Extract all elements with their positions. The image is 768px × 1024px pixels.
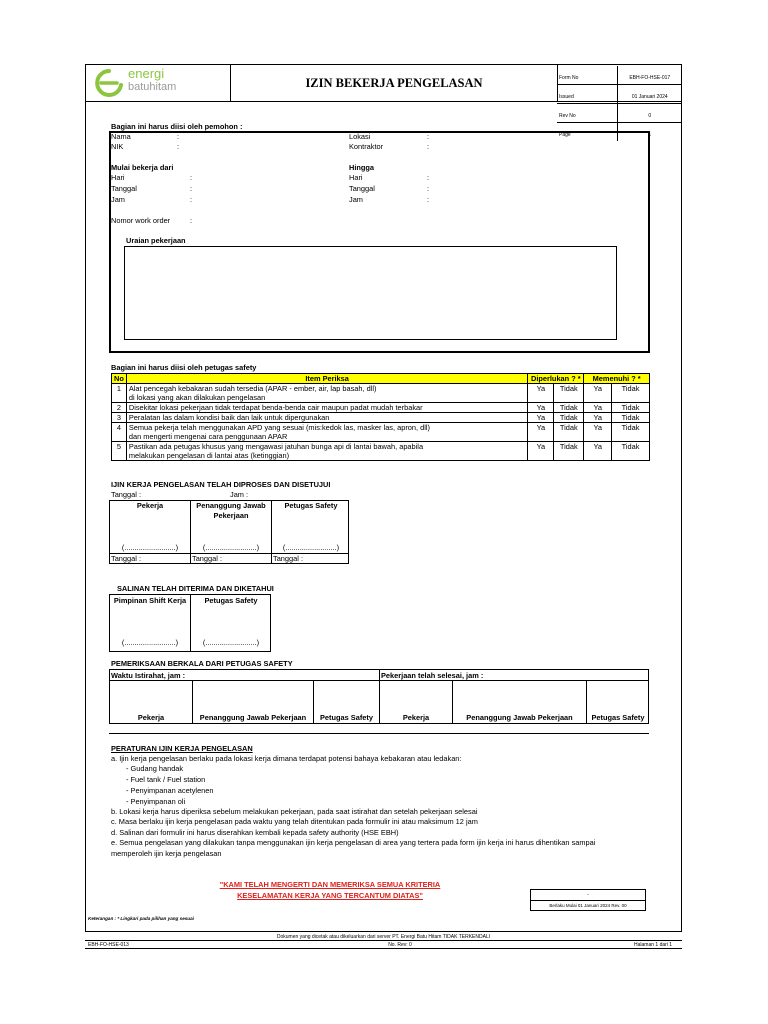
rule-c: c. Masa berlaku ijin kerja pengelasan pada waktu yang telah ditentukan pada formulir ini atau maksimum 12 jam bbox=[111, 817, 478, 826]
stamp-text: Berlaku Mulai 01 Januari 2024 Rev. 00 bbox=[549, 903, 627, 908]
periodic-col-pj-1: Penanggung Jawab Pekerjaan bbox=[199, 713, 307, 722]
label-hingga: Hingga bbox=[349, 163, 375, 172]
rule-a: a. Ijin kerja pengelasan berlaku pada lokasi kerja dimana terdapat potensi bahaya kebakaran atau ledakan: bbox=[111, 754, 462, 763]
ya-option[interactable]: Ya bbox=[536, 442, 546, 451]
table-row: 4 Semua pekerja telah menggunakan APD yang sesuai (mis:kedok las, masker las, apron, dll) Ya Tidak Ya Tidak bbox=[112, 423, 650, 433]
label-hari-end: Hari bbox=[349, 173, 363, 182]
logo-text-energi: energi bbox=[128, 66, 165, 81]
footer-note: Keterangan : * Lingkari pada pilihan yang sesuai bbox=[88, 916, 194, 921]
periodic-col-pekerja-1: Pekerja bbox=[137, 713, 165, 722]
label-nama: Nama bbox=[111, 132, 131, 141]
sign-pekerja-date: Tanggal : bbox=[111, 554, 141, 563]
tidak-option[interactable]: Tidak bbox=[559, 403, 578, 412]
label-lokasi: Lokasi bbox=[349, 132, 371, 141]
copy-heading: SALINAN TELAH DITERIMA DAN DIKETAHUI bbox=[117, 584, 274, 593]
periodic-col-pekerja-2: Pekerja bbox=[402, 713, 430, 722]
label-jam-start: Jam bbox=[111, 195, 125, 204]
tidak-option[interactable]: Tidak bbox=[559, 384, 578, 393]
tidak-option[interactable]: Tidak bbox=[621, 403, 640, 412]
footer-code: EBH-FO-HSE-013 bbox=[88, 942, 129, 948]
statement-line-2: KESELAMATAN KERJA YANG TERCANTUM DIATAS" bbox=[237, 891, 423, 900]
copy-safety-field[interactable]: (.........................) bbox=[202, 638, 260, 647]
statement-line-1: "KAMI TELAH MENGERTI DAN MEMERIKSA SEMUA KRITERIA bbox=[219, 880, 441, 889]
sign-pj-label-1: Penanggung Jawab bbox=[196, 501, 266, 510]
logo-text-batuhitam: batuhitam bbox=[128, 81, 177, 93]
ya-option[interactable]: Ya bbox=[536, 423, 546, 432]
approval-tanggal: Tanggal : bbox=[111, 490, 141, 499]
rule-b: b. Lokasi kerja harus diperiksa sebelum melakukan pekerjaan, pada saat istirahat dan setelah pekerjaan selesai bbox=[111, 807, 478, 816]
approval-heading: IJIN KERJA PENGELASAN TELAH DIPROSES DAN DISETUJUI bbox=[111, 480, 331, 489]
rules-heading: PERATURAN IJIN KERJA PENGELASAN bbox=[111, 744, 253, 753]
stamp-dash: - bbox=[587, 892, 589, 898]
periodic-heading: PEMERIKSAAN BERKALA DARI PETUGAS SAFETY bbox=[111, 659, 293, 668]
ya-option[interactable]: Ya bbox=[593, 423, 602, 432]
sign-safety-label: Petugas Safety bbox=[284, 501, 338, 510]
ya-option[interactable]: Ya bbox=[593, 403, 602, 412]
rule-a-item: - Gudang handak bbox=[126, 764, 184, 773]
tidak-option[interactable]: Tidak bbox=[621, 384, 640, 393]
label-mulai: Mulai bekerja dari bbox=[111, 163, 174, 172]
col-item: Item Periksa bbox=[126, 374, 528, 384]
table-row: 5 Pastikan ada petugas khusus yang mengawasi jatuhan bunga api di lantai bawah, apabila Ya Tidak Ya Tidak bbox=[112, 442, 650, 452]
periodic-col-pj-2: Penanggung Jawab Pekerjaan bbox=[466, 713, 573, 722]
tidak-option[interactable]: Tidak bbox=[559, 413, 578, 422]
table-row: 1 Alat pencegah kebakaran sudah tersedia (APAR - ember, air, lap basah, dll) Ya Tidak Ya Tidak bbox=[112, 384, 650, 394]
label-tanggal-start: Tanggal bbox=[111, 184, 137, 193]
copy-pimpinan-field[interactable]: (.........................) bbox=[121, 638, 179, 647]
sign-pekerja-label: Pekerja bbox=[136, 501, 164, 510]
applicant-heading: Bagian ini harus diisi oleh pemohon : bbox=[111, 122, 243, 131]
sign-pekerja-field[interactable]: (.........................) bbox=[121, 543, 179, 552]
col-memenuhi: Memenuhi ? * bbox=[584, 374, 650, 384]
ya-option[interactable]: Ya bbox=[536, 384, 546, 393]
footer-rev: No. Rev: 0 bbox=[388, 942, 412, 948]
footer-page: Halaman 1 dari 1 bbox=[634, 942, 673, 948]
safety-check-table: No Item Periksa Diperlukan ? * Memenuhi ? * 1 Alat pencegah kebakaran sudah tersedia (APAR - ember, air, lap basah, dll) Ya Tidak Ya Tidak di lokasi yang akan dilakukan pengelasan 2 Disekitar lokasi pekerjaan tidak terdapat benda-benda cair maupun padat mudah terbakar Ya Tidak Ya Tidak 3 Peralatan las dalam kondisi baik dan laik untuk dipergunakan Ya Tidak Ya Tidak 4 Semua pekerja telah menggunakan APD yang sesuai (mis:kedok las, masker las, apron, dll) Ya Tidak Ya Tidak dan mengerti mengenai cara penggunaan APAR 5 Pastikan ada petugas khusus yang mengawasi jatuhan bunga api di lantai bawah, apabila Ya Tidak Ya Tidak melakukan pengelasan di lantai atas (ketinggian) bbox=[111, 373, 650, 461]
ya-option[interactable]: Ya bbox=[536, 403, 546, 412]
label-hari-start: Hari bbox=[111, 173, 125, 182]
company-logo bbox=[92, 68, 192, 98]
sign-pj-date: Tanggal : bbox=[192, 554, 222, 563]
form-meta-table: Form No EBH-FO-HSE-017 Issued 01 Januari 2024 Rev No 0 Page 1 bbox=[557, 66, 682, 141]
tidak-option[interactable]: Tidak bbox=[621, 442, 640, 451]
periodic-col-safety-1: Petugas Safety bbox=[320, 713, 373, 722]
periodic-selesai-label: Pekerjaan telah selesai, jam : bbox=[381, 671, 484, 680]
tidak-option[interactable]: Tidak bbox=[621, 413, 640, 422]
approval-jam: Jam : bbox=[230, 490, 249, 499]
sign-safety-field[interactable]: (.........................) bbox=[282, 543, 340, 552]
periodic-istirahat-label: Waktu Istirahat, jam : bbox=[111, 671, 186, 680]
rule-a-item: - Penyimpanan acetylenen bbox=[126, 786, 214, 795]
copy-pimpinan-label: Pimpinan Shift Kerja bbox=[113, 596, 187, 605]
periodic-col-safety-2: Petugas Safety bbox=[591, 713, 645, 722]
sign-pj-label-2: Pekerjaan bbox=[213, 511, 249, 520]
rule-e-cont: memperoleh ijin kerja pengelasan bbox=[111, 849, 222, 858]
rule-a-item: - Penyimpanan oli bbox=[126, 797, 186, 806]
rule-e: e. Semua pengelasan yang dilakukan tanpa menggunakan ijin kerja pengelasan di area yang tertera pada form ijin kerja ini harus dihentikan sampai bbox=[111, 838, 596, 847]
tidak-option[interactable]: Tidak bbox=[621, 423, 640, 432]
label-tanggal-end: Tanggal bbox=[349, 184, 375, 193]
page-title: IZIN BEKERJA PENGELASAN bbox=[305, 76, 483, 90]
label-uraian: Uraian pekerjaan bbox=[126, 236, 186, 245]
label-nomor-wo: Nomor work order bbox=[111, 216, 171, 225]
rule-d: d. Salinan dari formulir ini harus diserahkan kembali kepada safety authority (HSE EBH) bbox=[111, 828, 399, 837]
table-row: 2 Disekitar lokasi pekerjaan tidak terdapat benda-benda cair maupun padat mudah terbakar Ya Tidak Ya Tidak bbox=[112, 403, 650, 413]
ya-option[interactable]: Ya bbox=[536, 413, 546, 422]
uraian-textarea[interactable] bbox=[124, 246, 617, 340]
ya-option[interactable]: Ya bbox=[593, 442, 602, 451]
col-diperlukan: Diperlukan ? * bbox=[528, 374, 584, 384]
footer-document-note: Dokumen yang dicetak atau dikeluarkan dari server PT. Energi Batu Hitam TIDAK TERKENDALI bbox=[276, 934, 491, 940]
tidak-option[interactable]: Tidak bbox=[559, 442, 578, 451]
label-kontraktor: Kontraktor bbox=[349, 142, 384, 151]
label-nik: NIK bbox=[111, 142, 124, 151]
table-row: 3 Peralatan las dalam kondisi baik dan laik untuk dipergunakan Ya Tidak Ya Tidak bbox=[112, 413, 650, 423]
rule-a-item: - Fuel tank / Fuel station bbox=[126, 775, 206, 784]
ya-option[interactable]: Ya bbox=[593, 413, 602, 422]
label-jam-end: Jam bbox=[349, 195, 363, 204]
col-no: No bbox=[112, 374, 127, 384]
ya-option[interactable]: Ya bbox=[593, 384, 602, 393]
sign-safety-date: Tanggal : bbox=[273, 554, 303, 563]
sign-pj-field[interactable]: (.........................) bbox=[202, 543, 260, 552]
copy-safety-label: Petugas Safety bbox=[204, 596, 258, 605]
tidak-option[interactable]: Tidak bbox=[559, 423, 578, 432]
safety-heading: Bagian ini harus diisi oleh petugas safety bbox=[111, 363, 257, 372]
